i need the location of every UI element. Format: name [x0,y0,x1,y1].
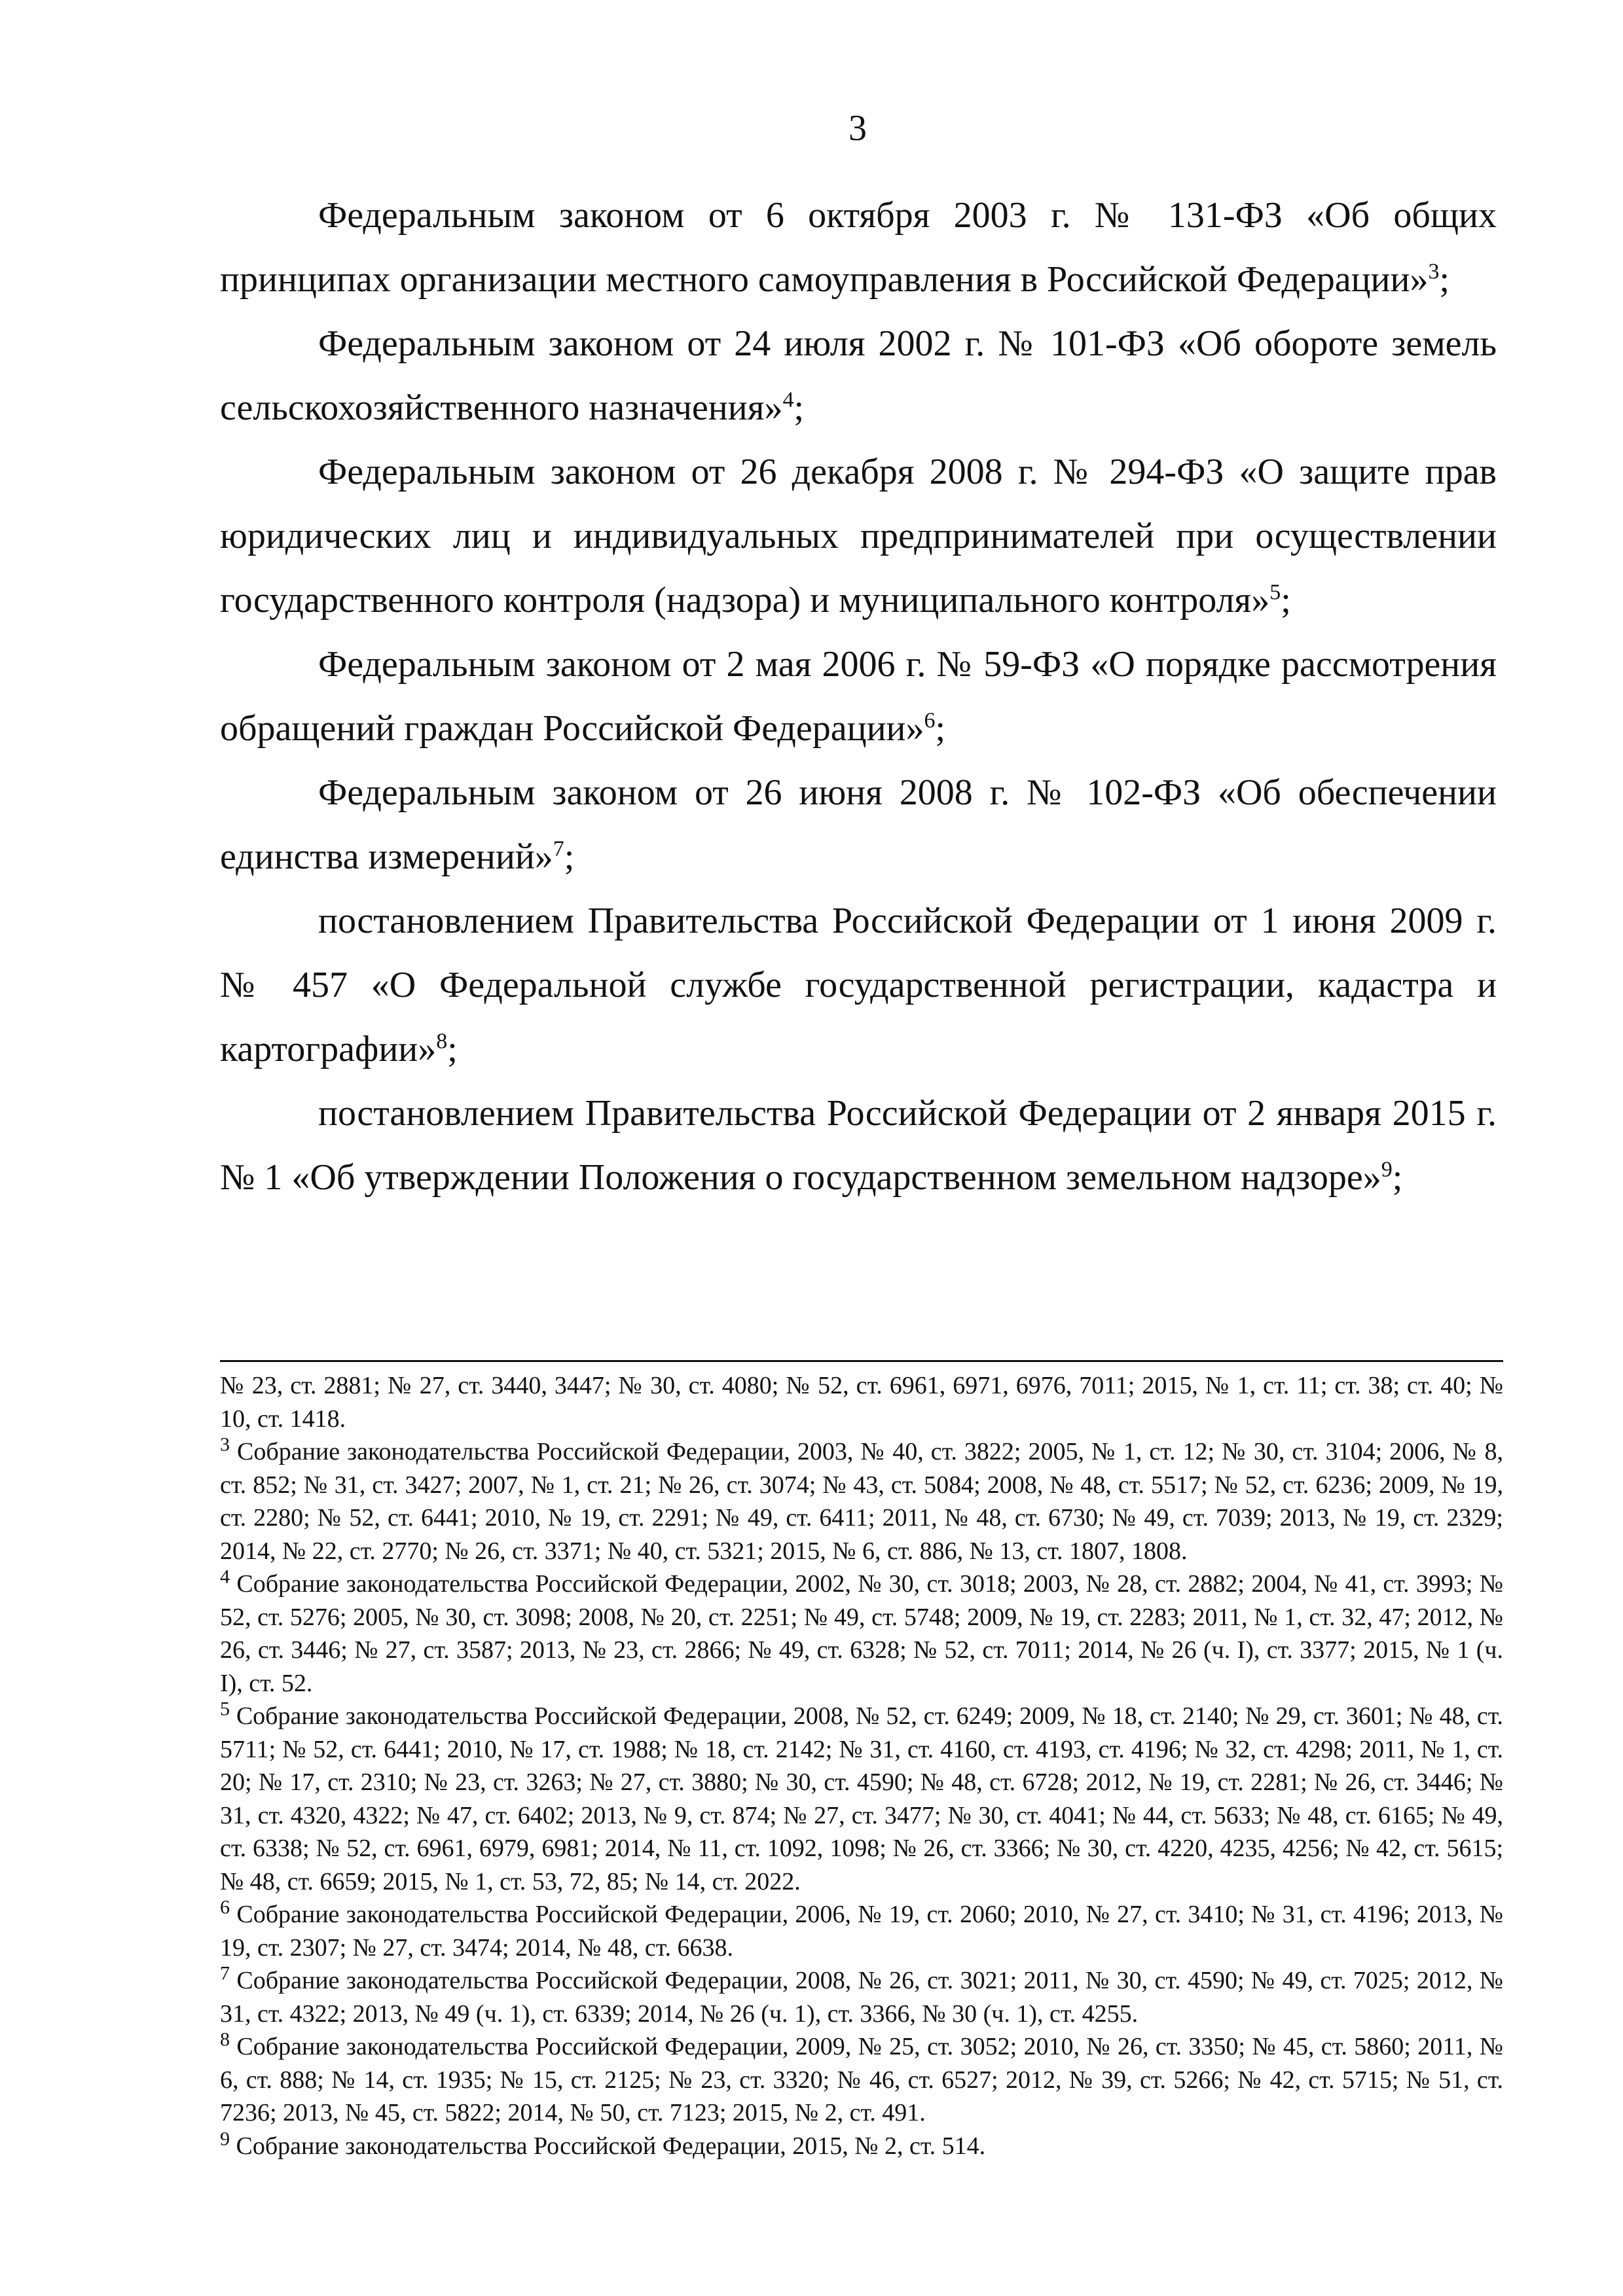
footnote-mark: 7 [220,1962,230,1984]
footnote-ref[interactable]: 3 [1428,259,1440,284]
footnote-mark: 5 [220,1698,230,1720]
footnotes [220,1369,1503,2162]
footnote-text: Собрание законодательства Российской Федерации, 2002, № 30, ст. 3018; 2003, № 28, ст. 2882; 2004, № 41, ст. 3993; № 52, ст. 5276; 2005, № 30, ст. 3098; 2008, № 20, ст. 2251; № 49, ст. 5748; 2009, № 19, ст. 2283; 2011, № 1, ст. 32, 47; 2012, № 26, ст. 3446; № 27, ст. 3587; 2013, № 23, ст. 2866; № 49, ст. 6328; № 52, ст. 7011; 2014, № 26 (ч. I), ст. 3377; 2015, № 1 (ч. I), ст. 52. [220,1570,1503,1697]
footnote-mark: 3 [220,1433,230,1456]
paragraph [220,312,1497,440]
footnote-6 [220,1898,1503,1964]
footnote-mark: 9 [220,2127,230,2149]
paragraph [220,761,1497,889]
paragraph-end: ; [935,708,946,749]
footnote-text: Собрание законодательства Российской Федерации, 2008, № 52, ст. 6249; 2009, № 18, ст. 2140; № 29, ст. 3601; № 48, ст. 5711; № 52, ст. 6441; 2010, № 17, ст. 1988; № 18, ст. 2142; № 31, ст. 4160, ст. 4193, ст. 4196; № 32, ст. 4298; 2011, № 1, ст. 20; № 17, ст. 2310; № 23, ст. 3263; № 27, ст. 3880; № 30, ст. 4590; № 48, ст. 6728; 2012, № 19, ст. 2281; № 26, ст. 3446; № 31, ст. 4320, 4322; № 47, ст. 6402; 2013, № 9, ст. 874; № 27, ст. 3477; № 30, ст. 4041; № 44, ст. 5633; № 48, ст. 6165; № 49, ст. 6338; № 52, ст. 6961, 6979, 6981; 2014, № 11, ст. 1092, 1098; № 26, ст. 3366; № 30, ст. 4220, 4235, 4256; № 42, ст. 5615; № 48, ст. 6659; 2015, № 1, ст. 53, 72, 85; № 14, ст. 2022. [220,1702,1504,1895]
paragraph-end: ; [1439,259,1450,300]
paragraph [220,632,1497,761]
footnote-text: Собрание законодательства Российской Федерации, 2009, № 25, ст. 3052; 2010, № 26, ст. 3350; № 45, ст. 5860; 2011, № 6, ст. 888; № 14, ст. 1935; № 15, ст. 2125; № 23, ст. 3320; № 46, ст. 6527; 2012, № 39, ст. 5266; № 42, ст. 5715; № 51, ст. 7236; 2013, № 45, ст. 5822; 2014, № 50, ст. 7123; 2015, № 2, ст. 491. [220,2033,1503,2126]
paragraph-text: Федеральным законом от 26 июня 2008 г. № 102-ФЗ «Об обеспечении единства измерений» [220,772,1497,877]
footnote-9 [220,2127,1503,2163]
paragraph-end: ; [1392,1157,1403,1198]
paragraph [220,183,1497,312]
footnote-text: Собрание законодательства Российской Федерации, 2008, № 26, ст. 3021; 2011, № 30, ст. 4590; № 49, ст. 7025; 2012, № 31, ст. 4322; 2013, № 49 (ч. 1), ст. 6339; 2014, № 26 (ч. 1), ст. 3366, № 30 (ч. 1), ст. 4255. [220,1967,1503,2028]
paragraph-text: постановлением Правительства Российской Федерации от 2 января 2015 г. № 1 «Об утверждении Положения о государственном земельном надзоре» [220,1093,1497,1198]
footnote-ref[interactable]: 8 [436,1029,448,1054]
footnote-text: Собрание законодательства Российской Федерации, 2015, № 2, ст. 514. [236,2132,986,2160]
footnote-ref[interactable]: 6 [924,708,936,733]
footnote-8 [220,2030,1503,2130]
footnote-mark: 6 [220,1896,230,1918]
footnote-mark: 8 [220,2028,230,2051]
footnote-mark: 4 [220,1566,230,1588]
footnote-ref[interactable]: 5 [1269,580,1281,605]
paragraph-end: ; [793,387,805,428]
paragraph-end: ; [1281,580,1291,620]
paragraph-end: ; [564,836,575,877]
footnote-ref[interactable]: 9 [1381,1157,1393,1182]
footnote-text: Собрание законодательства Российской Федерации, 2003, № 40, ст. 3822; 2005, № 1, ст. 12; № 30, ст. 3104; 2006, № 8, ст. 852; № 31, ст. 3427; 2007, № 1, ст. 21; № 26, ст. 3074; № 43, ст. 5084; 2008, № 48, ст. 5517; № 52, ст. 6236; 2009, № 19, ст. 2280; № 52, ст. 6441; 2010, № 19, ст. 2291; № 49, ст. 6411; 2011, № 48, ст. 6730; № 49, ст. 7039; 2013, № 19, ст. 2329; 2014, № 22, ст. 2770; № 26, ст. 3371; № 40, ст. 5321; 2015, № 6, ст. 886, № 13, ст. 1807, 1808. [220,1438,1503,1565]
paragraph-text: Федеральным законом от 2 мая 2006 г. № 59-ФЗ «О порядке рассмотрения обращений граждан Российской Федерации» [220,644,1497,749]
paragraph-text: Федеральным законом от 6 октября 2003 г. № 131-ФЗ «Об общих принципах организации местного самоуправления в Российской Федерации» [220,195,1497,300]
paragraph [220,440,1497,632]
paragraph-text: Федеральным законом от 24 июля 2002 г. № 101-ФЗ «Об обороте земель сельскохозяйственного назначения» [220,323,1497,428]
footnote-ref[interactable]: 4 [782,387,794,412]
paragraph-text: Федеральным законом от 26 декабря 2008 г. № 294-ФЗ «О защите прав юридических лиц и индивидуальных предпринимателей при осуществлении государственного контроля (надзора) и муниципального контроля» [220,452,1497,620]
paragraph [220,1081,1497,1210]
footnote-continuation: № 23, ст. 2881; № 27, ст. 3440, 3447; № 30, ст. 4080; № 52, ст. 6961, 6971, 6976, 7011; 2015, № 1, ст. 11; ст. 38; ст. 40; № 10, ст. 1418. [220,1372,1503,1433]
footnote-7 [220,1964,1503,2030]
paragraph-text: постановлением Правительства Российской Федерации от 1 июня 2009 г. № 457 «О Федеральной службе государственной регистрации, кадастра и картографии» [220,901,1497,1069]
footnote-3 [220,1435,1503,1568]
footnote-ref[interactable]: 7 [553,836,564,861]
footnote-5 [220,1700,1503,1898]
footnote-divider [220,1360,1503,1362]
footnote-text: Собрание законодательства Российской Федерации, 2006, № 19, ст. 2060; 2010, № 27, ст. 3410; № 31, ст. 4196; 2013, № 19, ст. 2307; № 27, ст. 3474; 2014, № 48, ст. 6638. [220,1901,1503,1962]
page-number: 3 [848,108,867,149]
main-text [220,183,1497,1210]
paragraph-end: ; [447,1029,458,1069]
paragraph [220,889,1497,1081]
footnote-4 [220,1568,1503,1700]
